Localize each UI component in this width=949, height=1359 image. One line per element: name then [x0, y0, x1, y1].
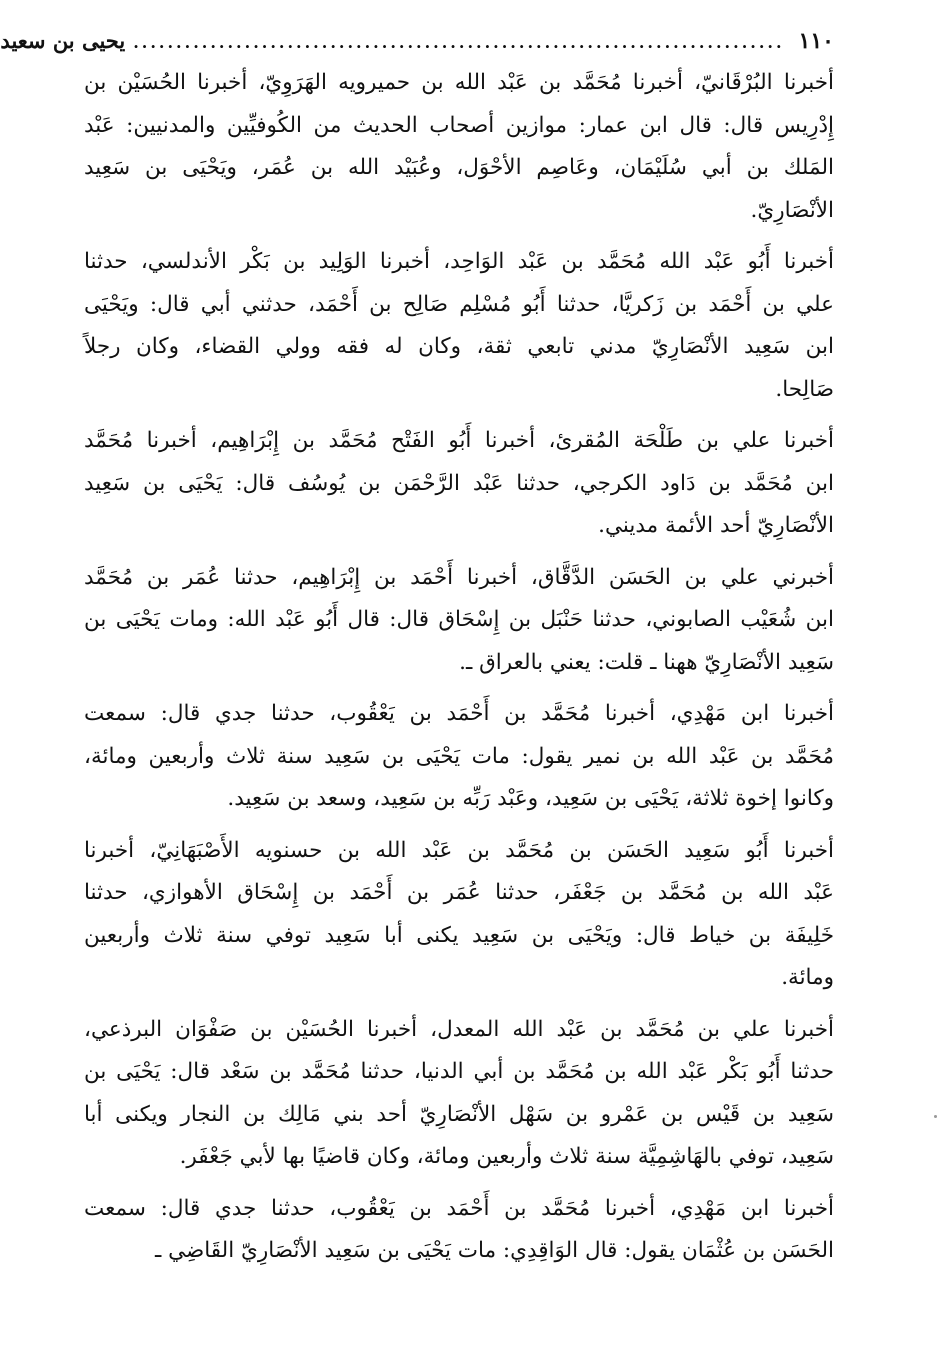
text-line: سَعِيد الأنْصَارِيّ ههنا ـ قلت: يعني بالعراق ـ. [459, 649, 834, 675]
text-line: حدثنا أَبُو بَكْر عَبْد الله بن مُحَمَّد بن أبي الدنيا، حدثنا مُحَمَّد بن سَعْد قال: يَحْيَى بن [84, 1059, 834, 1084]
text-line: الأنْصَارِيّ. [750, 197, 834, 223]
paragraph [84, 693, 834, 821]
text-line: سَعِيد، توفي بالهَاشِمِيَّة سنة ثلاث وأربعين ومائة، وكان قاضيًا بها لأبي جَعْفَر. [179, 1144, 834, 1169]
text-line: أخبرنا البُرْقَانيّ، أخبرنا مُحَمَّد بن عَبْد الله بن حميرويه الهَرَوِيّ، أخبرنا الحُسَيْن بن [84, 70, 834, 95]
text-line: مُحَمَّد بن عَبْد الله بن نمير يقول: مات يَحْيَى بن سَعِيد سنة ثلاث وأربعين ومائة، [84, 743, 834, 769]
running-title: يحيى بن سعيد [0, 28, 126, 53]
paragraph [84, 1188, 834, 1273]
text-line: المَلك بن أبي سُلَيْمَان، وعَاصِم الأحْوَل، وعُبَيْد الله بن عُمَر، ويَحْيَى بن سَعِيد [84, 155, 834, 180]
paragraph [84, 241, 834, 411]
paragraph [84, 420, 834, 548]
paragraph [84, 557, 834, 685]
text-line: أخبرنا علي بن طَلْحَة المُقرئ، أخبرنا أَبُو الفَتْح مُحَمَّد بن إِبْرَاهِيم، أخبرنا مُحَمَّد [84, 428, 834, 453]
text-line: الحَسَن بن عُثْمَان يقول: قال الوَاقِدِي: مات يَحْيَى بن سَعِيد الأنْصَارِيّ القَاضِي ـ [154, 1238, 834, 1263]
text-line: خَلِيفَة بن خياط قال: ويَحْيَى بن سَعِيد يكنى أبا سَعِيد توفي سنة ثلاث وأربعين [84, 922, 834, 948]
text-line: أخبرنا أَبُو سَعِيد الحَسَن بن مُحَمَّد بن عَبْد الله بن حسنويه الأَصْبَهَانِيّ، أخبرنا [84, 837, 834, 863]
margin-mark [934, 1115, 937, 1118]
text-line: صَالِحا. [775, 376, 834, 402]
text-line: أخبرنا ابن مَهْدِي، أخبرنا مُحَمَّد بن أَحْمَد بن يَعْقُوب، حدثنا جدي قال: سمعت [84, 701, 834, 726]
text-line: إِدْرِيس قال: قال ابن عمار: موازين أصحاب الحديث من الكُوفيِّين والمدنيين: عَبْد [84, 112, 834, 138]
text-line: عَبْد الله بن مُحَمَّد بن جَعْفَر، حدثنا عُمَر بن أَحْمَد بن إِسْحَاق الأهوازي، حدثنا [84, 880, 834, 905]
text-line: وكانوا إخوة ثلاثة، يَحْيَى بن سَعِيد، وعَبْد رَبِّه بن سَعِيد، وسعد بن سَعِيد. [227, 786, 834, 811]
text-line: أخبرنا ابن مَهْدِي، أخبرنا مُحَمَّد بن أَحْمَد بن يَعْقُوب، حدثنا جدي قال: سمعت [84, 1195, 834, 1221]
running-head [0, 26, 834, 60]
paragraph [84, 1009, 834, 1179]
book-page [0, 26, 834, 1282]
text-line: ابن سَعِيد الأنْصَارِيّ مدني تابعي ثقة، وكان له فقه وولي القضاء، وكان رجلاً [84, 334, 834, 359]
text-line: علي بن أَحْمَد بن زَكريَّا، حدثنا أَبُو مُسْلِم صَالِح بن أَحْمَد، حدثني أبي قال: ويَحْيَى [84, 291, 834, 317]
text-line: أخبرني علي بن الحَسَن الدَّقَّاق، أخبرنا أَحْمَد بن إِبْرَاهِيم، حدثنا عُمَر بن مُحَمَّد [84, 564, 834, 590]
text-line: ابن شُعَيْب الصابوني، حدثنا حَنْبَل بن إِسْحَاق قال: قال أَبُو عَبْد الله: ومات يَحْيَى بن [84, 607, 834, 632]
text-line: سَعِيد بن قَيْس بن عَمْرو بن سَهْل الأنْصَارِيّ أحد بني مَالِك بن النجار ويكنى أبا [84, 1101, 834, 1127]
text-line: ابن مُحَمَّد بن دَاود الكرجي، حدثنا عَبْد الرَّحْمَن بن يُوسُف قال: يَحْيَى بن سَعِيد [84, 470, 834, 496]
page-body [84, 62, 834, 1273]
page-number: ١١٠ [798, 28, 834, 54]
text-line: ومائة. [781, 965, 834, 990]
dot-leader: ............................................................................ [133, 33, 785, 52]
text-line: أخبرنا علي بن مُحَمَّد بن عَبْد الله المعدل، أخبرنا الحُسَيْن بن صَفْوَان البرذعي، [84, 1016, 834, 1042]
text-line: الأنْصَارِيّ أحد الأئمة مديني. [598, 513, 834, 538]
text-line: أخبرنا أَبُو عَبْد الله مُحَمَّد بن عَبْد الوَاحِد، أخبرنا الوَلِيد بن بَكْر الأندلسي، حدثنا [84, 249, 834, 274]
paragraph [84, 62, 834, 232]
paragraph [84, 830, 834, 1000]
